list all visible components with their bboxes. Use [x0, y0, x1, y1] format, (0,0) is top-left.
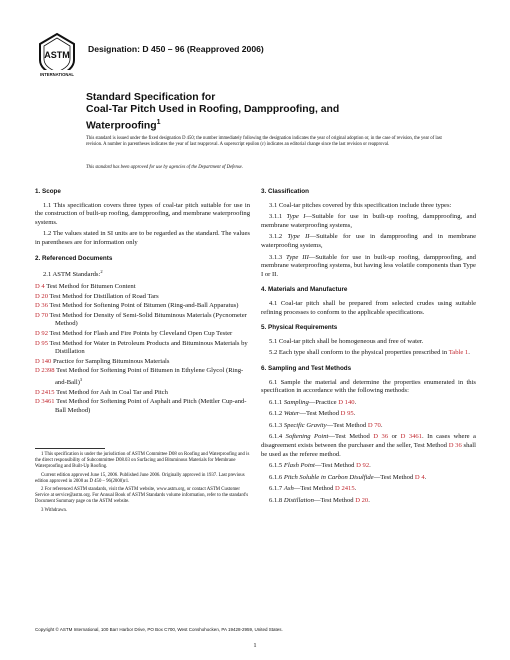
method-sp-name: Softening Point — [285, 433, 329, 441]
d95-link[interactable]: D 95 — [340, 410, 354, 418]
referenced-code-link[interactable]: D 2415 — [35, 388, 55, 396]
referenced-item — [35, 389, 250, 398]
method-sp-or: or — [391, 433, 398, 441]
footnote-1: 1 This specification is under the jurisdiction of ASTM Committee D08 on Roofing and Waterproofing and is the direct responsibility of Subcommittee D08.03 on Surfacing and Bituminous Materials for Membrane Waterproofing and Built-Up Roofing. — [35, 452, 250, 470]
method-water-end: . — [353, 410, 356, 418]
method-ps-name: Pitch Soluble in Carbon Disulfide — [283, 473, 374, 481]
referenced-item — [35, 293, 250, 302]
title-line-1: Standard Specification for — [86, 92, 216, 103]
method-ash-num: 6.1.7 — [269, 485, 283, 493]
method-fp-text: —Test Method — [314, 462, 355, 470]
method-sg-name: Specific Gravity — [283, 421, 327, 429]
referenced-title: Test Method for Bitumen Content — [46, 282, 136, 290]
scope-para-2: 1.2 The values stated in SI units are to be regarded as the standard. The values in parentheses are for information only — [35, 230, 250, 246]
referenced-title: Test Method for Softening Point of Bitumen (Ring-and-Ball Apparatus) — [49, 302, 239, 310]
d36-referee-link[interactable]: D 36 — [448, 442, 462, 450]
document-title — [86, 92, 466, 132]
footnote-3: 3 Withdrawn. — [41, 507, 68, 513]
referenced-code-link[interactable]: D 70 — [35, 311, 49, 319]
method-water-text: —Test Method — [299, 410, 340, 418]
right-column — [261, 188, 476, 509]
referenced-title: Test Method for Flash and Fire Points by Cleveland Open Cup Tester — [49, 329, 233, 337]
physical-para-2-end: . — [468, 349, 470, 357]
astm-standards-mark: 2 — [100, 269, 103, 275]
section-sampling-heading: 6. Sampling and Test Methods — [261, 364, 352, 372]
d2415-link[interactable]: D 2415 — [335, 485, 355, 493]
method-sp-end: shall be used as the referee method. — [261, 442, 476, 458]
sampling-para-1: 6.1 Sample the material and determine the properties enumerated in this specification in accordance with the following methods: — [261, 378, 476, 395]
type-2-name: Type II — [287, 233, 310, 241]
method-dist-num: 6.1.8 — [269, 497, 283, 505]
section-referenced-heading: 2. Referenced Documents — [35, 254, 113, 262]
type-3-name: Type III — [286, 253, 309, 261]
d4-link[interactable]: D 4 — [414, 473, 425, 481]
method-ash — [261, 485, 476, 494]
type-2-text: —Suitable for use in dampproofing and in membrane waterproofing systems, — [261, 233, 477, 249]
referenced-title: Test Method for Softening Point of Bitumen in Ethylene Glycol (Ring-and-Ball) — [55, 367, 244, 387]
d70-link[interactable]: D 70 — [367, 421, 381, 429]
referenced-item — [35, 312, 250, 329]
section-physical-heading: 5. Physical Requirements — [261, 324, 338, 332]
standard-note: This standard is issued under the fixed designation D 450; the number immediately following the designation indicates the year of original adoption or, in the case of revision, the year of last revision. A number in parentheses indicates the year of last reapproval. A superscript epsilon (ε) indicates an editorial change since the last revision or reapproval. — [86, 136, 442, 148]
method-sg-num: 6.1.3 — [269, 421, 283, 429]
withdrawn-mark: 3 — [79, 376, 83, 382]
astm-standards-intro — [35, 268, 250, 280]
approval-note: This standard has been approved for use by agencies of the Department of Defense. — [86, 165, 243, 170]
physical-para-1: 5.1 Coal-tar pitch shall be homogeneous and free of water. — [269, 337, 424, 345]
referenced-code-link[interactable]: D 4 — [35, 282, 45, 290]
referenced-code-link[interactable]: D 3461 — [35, 398, 55, 406]
method-sampling-num: 6.1.1 — [269, 398, 283, 406]
referenced-item — [35, 283, 250, 292]
referenced-item — [35, 302, 250, 311]
type-1-num: 3.1.1 — [269, 213, 283, 221]
svg-text:ASTM: ASTM — [44, 50, 70, 60]
astm-standards-intro-text: 2.1 ASTM Standards: — [43, 271, 101, 279]
referenced-code-link[interactable]: D 140 — [35, 357, 52, 365]
type-1-name: Type I — [286, 213, 306, 221]
type-3-text: —Suitable for use in built-up roofing, dampproofing, and membrane waterproofing systems, but having less volatile components than Type I or II. — [261, 253, 476, 278]
physical-para-2 — [261, 349, 476, 358]
d3461-link[interactable]: D 3461 — [400, 433, 423, 441]
method-sg-text: —Test Method — [326, 421, 367, 429]
classification-para-1: 3.1 Coal-tar pitches covered by this specification include three types: — [269, 201, 452, 209]
method-ash-name: Ash — [283, 485, 294, 493]
copyright-notice: Copyright © ASTM International, 100 Barr Harbor Drive, PO Box C700, West Conshohocken, PA 19428-2959, United States. — [35, 627, 283, 632]
method-water-name: Water — [283, 410, 300, 418]
title-line-3-text: Waterproofing — [86, 120, 157, 132]
d36-link[interactable]: D 36 — [373, 433, 389, 441]
method-fp-end: . — [369, 462, 371, 470]
method-sp-num: 6.1.4 — [269, 433, 283, 441]
type-1-text: —Suitable for use in built-up roofing, dampproofing, and membrane waterproofing systems, — [261, 213, 476, 229]
d92-link[interactable]: D 92 — [356, 462, 370, 470]
page-number: 1 — [253, 642, 257, 649]
referenced-item — [35, 398, 250, 415]
referenced-item — [35, 358, 250, 367]
method-sampling-text: —Practice — [308, 398, 337, 406]
footnote-2: 2 For referenced ASTM standards, visit the ASTM website, www.astm.org, or contact ASTM Customer Service at service@astm.org. For Annual Book of ASTM Standards volume information, refer to the standard's Document Summary page on the ASTM website. — [35, 487, 249, 505]
type-3-num: 3.1.3 — [269, 253, 283, 261]
referenced-code-link[interactable]: D 36 — [35, 302, 49, 310]
d140-link[interactable]: D 140 — [338, 398, 355, 406]
method-pitch-soluble — [261, 474, 476, 483]
method-water — [261, 410, 476, 419]
method-sampling-end: . — [354, 398, 357, 406]
scope-para-1: 1.1 This specification covers three types of coal-tar pitch suitable for use in the construction of built-up roofing, dampproofing, and membrane waterproofing systems. — [35, 201, 250, 226]
method-fp-num: 6.1.5 — [269, 462, 283, 470]
table-1-link[interactable]: Table 1 — [448, 349, 469, 357]
physical-para-2-text: 5.2 Each type shall conform to the physical properties prescribed in — [269, 349, 448, 357]
method-sp-text: —Test Method — [328, 433, 370, 441]
referenced-title: Test Method for Density of Semi-Solid Bituminous Materials (Pycnometer Method) — [49, 311, 247, 328]
footnote-1-edition: Current edition approved June 15, 2006. Published June 2006. Originally approved in 1937. Last previous edition approved in 2000 as D 450 – 96(2000)ε1. — [35, 472, 245, 484]
method-ps-num: 6.1.6 — [269, 473, 283, 481]
referenced-title: Test Method for Softening Point of Asphalt and Pitch (Mettler Cup-and-Ball Method) — [55, 398, 247, 414]
referenced-code-link[interactable]: D 95 — [35, 339, 49, 347]
left-column — [35, 188, 250, 416]
referenced-title: Test Method for Distillation of Road Tars — [49, 292, 159, 300]
method-sp-mid: . In cases where a disagreement exists between the purchaser and the seller, Test Method — [261, 433, 476, 450]
footnote-divider — [35, 448, 105, 449]
title-footnote-mark: 1 — [156, 118, 161, 126]
method-distillation — [261, 497, 476, 506]
method-dist-name: Distillation — [283, 497, 314, 505]
designation: Designation: D 450 – 96 (Reapproved 2006) — [88, 44, 264, 54]
method-sampling-name: Sampling — [283, 398, 309, 406]
referenced-code-link[interactable]: D 2398 — [35, 367, 55, 375]
title-line-3 — [86, 117, 466, 133]
referenced-title: Test Method for Water in Petroleum Products and Bituminous Materials by Distillation — [49, 339, 248, 356]
method-ash-end: . — [354, 485, 357, 493]
referenced-item — [35, 330, 250, 339]
astm-logo — [36, 32, 78, 78]
method-water-num: 6.1.2 — [269, 410, 283, 418]
section-classification-heading: 3. Classification — [261, 188, 309, 195]
svg-text:INTERNATIONAL: INTERNATIONAL — [40, 72, 74, 77]
method-sampling — [261, 399, 476, 408]
method-dist-text: —Test Method — [313, 497, 354, 505]
referenced-item — [35, 367, 250, 387]
title-line-2: Coal-Tar Pitch Used in Roofing, Dampproofing, and — [86, 104, 340, 116]
section-scope-heading: 1. Scope — [35, 188, 61, 195]
referenced-code-link[interactable]: D 92 — [35, 329, 49, 337]
referenced-list — [35, 283, 250, 416]
referenced-item — [35, 340, 250, 357]
d20-link[interactable]: D 20 — [355, 497, 369, 505]
method-ps-end: . — [424, 473, 427, 481]
method-ash-text: —Test Method — [293, 485, 334, 493]
section-materials-heading: 4. Materials and Manufacture — [261, 286, 348, 294]
method-sg-end: . — [380, 421, 383, 429]
referenced-code-link[interactable]: D 20 — [35, 292, 49, 300]
method-softening-point — [261, 433, 476, 459]
method-flash-point — [261, 462, 476, 471]
materials-para-1: 4.1 Coal-tar pitch shall be prepared from selected crudes using suitable refining processes to conform to the applicable specifications. — [261, 299, 476, 316]
method-specific-gravity — [261, 422, 476, 431]
referenced-title: Practice for Sampling Bituminous Materials — [52, 357, 170, 365]
type-2-num: 3.1.2 — [269, 233, 283, 241]
method-dist-end: . — [368, 497, 370, 505]
type-2-para — [261, 233, 476, 250]
type-1-para — [261, 213, 476, 230]
referenced-title: Test Method for Ash in Coal Tar and Pitch — [56, 388, 168, 396]
footnotes — [35, 452, 250, 516]
method-fp-name: Flash Point — [283, 462, 315, 470]
method-ps-text: —Test Method — [373, 473, 414, 481]
type-3-para — [261, 254, 476, 280]
